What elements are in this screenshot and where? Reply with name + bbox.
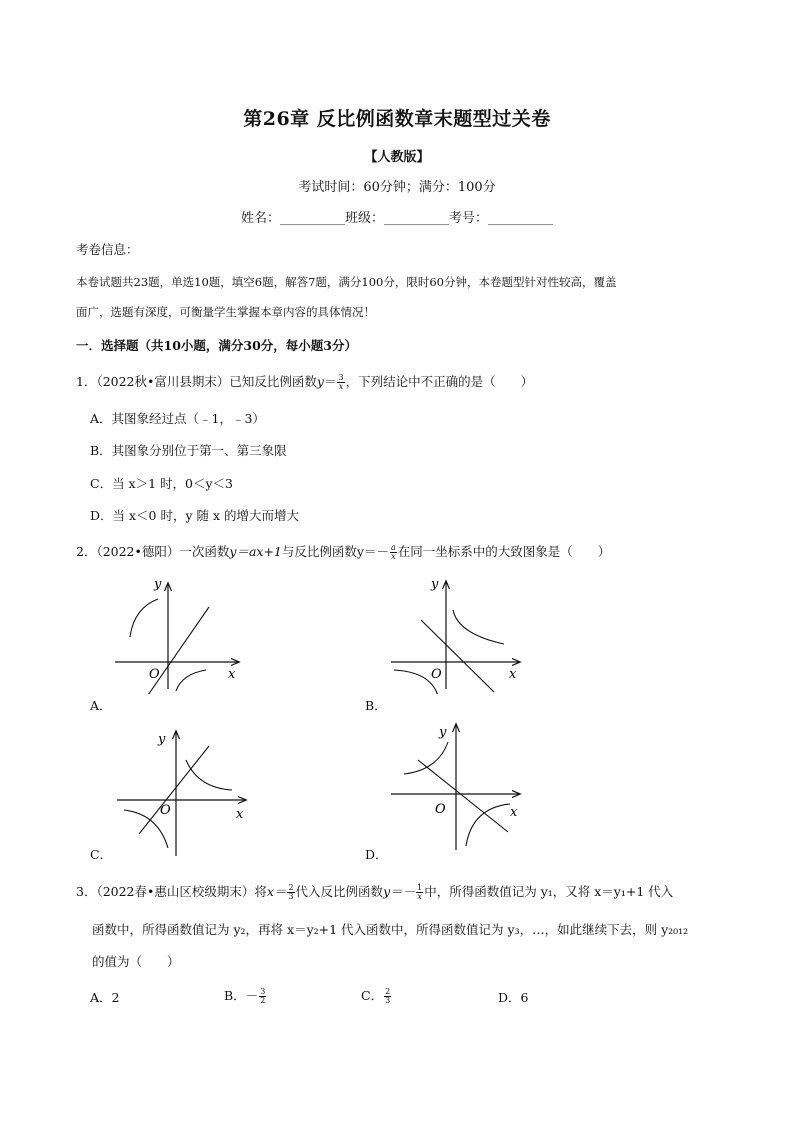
- q1-option-c[interactable]: C．当 x＞1 时，0＜y＜3: [90, 476, 233, 491]
- q2-option-a[interactable]: A．: [90, 698, 112, 713]
- q3-option-d[interactable]: D．6: [498, 990, 529, 1005]
- q2-option-c[interactable]: C．: [90, 847, 113, 862]
- q1-option-d[interactable]: D．当 x＜0 时，y 随 x 的增大而增大: [90, 508, 300, 523]
- linear-line: [418, 760, 508, 832]
- q3-mid: 代入反比例函数: [295, 884, 384, 899]
- page-title: 第26章 反比例函数章末题型过关卷: [243, 108, 551, 130]
- y-label: y: [154, 577, 162, 592]
- q1-suffix: ，下列结论中不正确的是（ ）: [345, 374, 534, 389]
- graph-c[interactable]: [112, 728, 252, 858]
- q1-func-lhs: y: [316, 374, 324, 389]
- q2-mid: 与反比例函数: [281, 544, 357, 559]
- hyperbola-branch: [453, 610, 504, 644]
- student-fields: 姓名：__________班级：__________考号：__________: [240, 211, 553, 226]
- q3-x-eq: x＝: [266, 884, 287, 899]
- q2-option-b[interactable]: B．: [365, 698, 387, 713]
- info-line-2: 面广，选题有深度，可衡量学生掌握本章内容的具体情况！: [76, 305, 375, 319]
- q2-suffix: 在同一坐标系中的大致图象是（ ）: [397, 544, 611, 559]
- q1-eq: ＝: [323, 374, 337, 389]
- hyperbola-branch: [404, 742, 448, 774]
- q3-line-3: 的值为（ ）: [92, 954, 180, 969]
- q3-option-c-prefix: C．: [361, 988, 384, 1003]
- q3-line-2: 函数中，所得函数值记为 y₂，再将 x＝y₂+1 代入函数中，所得函数值记为 y₃，…，如此继续下去，则 y₂₀₁₂: [92, 922, 689, 937]
- y-label: y: [439, 725, 447, 740]
- hyperbola-branch: [466, 804, 510, 846]
- q1-option-b[interactable]: B．其图象分别位于第一、第三象限: [90, 443, 287, 458]
- q3-prefix: 3．（2022春•惠山区校级期末）将: [76, 884, 267, 899]
- x-label: x: [510, 805, 518, 820]
- y-label: y: [431, 577, 439, 592]
- q3-option-a[interactable]: A．2: [90, 990, 120, 1005]
- x-label: x: [509, 667, 517, 682]
- graph-d[interactable]: [386, 720, 526, 855]
- x-label: x: [236, 807, 244, 822]
- hyperbola-branch: [130, 599, 158, 637]
- q3-option-c-fraction: $\frac{2}{3}$: [385, 987, 391, 1005]
- q3-option-b[interactable]: [224, 986, 267, 1005]
- question-1: [76, 372, 533, 391]
- linear-line: [139, 746, 209, 834]
- question-3: [76, 882, 673, 901]
- origin-label: O: [160, 803, 171, 818]
- info-label: 考卷信息：: [76, 242, 139, 257]
- graph-a[interactable]: [110, 574, 250, 694]
- question-2: [76, 542, 610, 561]
- y-label: y: [158, 732, 166, 747]
- origin-label: O: [431, 667, 442, 682]
- q3-suffix: 中，所得函数值记为 y₁，又将 x＝y₁+1 代入: [424, 884, 674, 899]
- origin-label: O: [435, 802, 446, 817]
- q2-inv-lhs: y＝－: [356, 544, 389, 559]
- info-line-1: 本卷试题共23题，单选10题，填空6题，解答7题，满分100分，限时60分钟，本卷题型针对性较高，覆盖: [76, 275, 617, 289]
- q2-option-d[interactable]: D．: [365, 847, 388, 862]
- q1-fraction: $\frac{3}{x}$: [338, 373, 344, 391]
- q3-option-c[interactable]: [361, 986, 392, 1005]
- edition-label: 【人教版】: [364, 150, 430, 165]
- q3-y-eq: y＝－: [383, 884, 416, 899]
- origin-label: O: [149, 667, 160, 682]
- section-heading: 一．选择题（共10小题，满分30分，每小题3分）: [76, 338, 357, 353]
- hyperbola-branch: [176, 670, 206, 691]
- x-label: x: [228, 667, 236, 682]
- graph-b[interactable]: [386, 574, 526, 694]
- q1-prefix: 1．（2022秋•富川县期末）已知反比例函数: [76, 374, 317, 389]
- exam-info: 考试时间：60分钟；满分：100分: [298, 180, 496, 195]
- q3-x-fraction: $\frac{2}{3}$: [288, 883, 294, 901]
- q3-option-b-prefix: B．－: [224, 988, 259, 1003]
- q1-option-a[interactable]: A．其图象经过点（﹣1，﹣3）: [90, 411, 265, 426]
- q2-prefix: 2．（2022•德阳）一次函数: [76, 544, 230, 559]
- q2-fraction: $\frac{a}{x}$: [390, 543, 396, 561]
- q2-linear: y＝ax+1: [229, 544, 282, 559]
- q3-option-b-fraction: $\frac{3}{2}$: [260, 987, 266, 1005]
- q3-y-fraction: $\frac{1}{x}$: [417, 883, 423, 901]
- hyperbola-branch: [186, 760, 232, 790]
